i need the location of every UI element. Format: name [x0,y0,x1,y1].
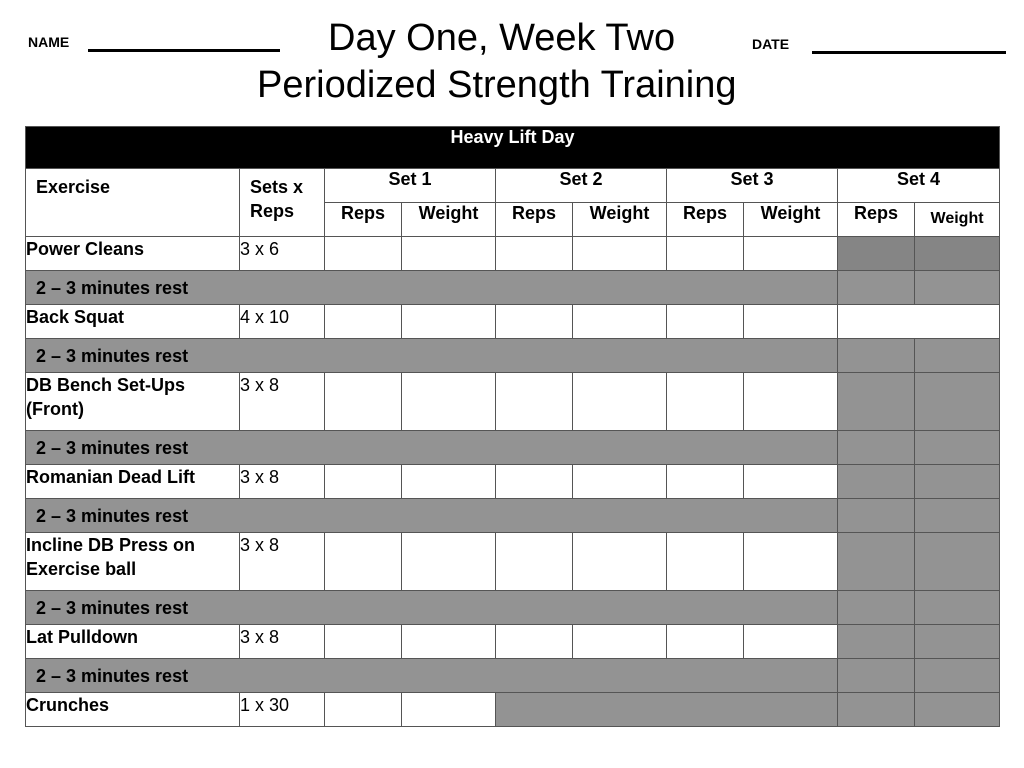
set-3-weight-cell[interactable] [744,373,838,431]
sets-reps-value: 3 x 8 [240,373,325,431]
col-header-set-1: Set 1 [325,169,496,203]
set-2-weight-cell[interactable] [573,533,667,591]
col-header-set-3: Set 3 [667,169,838,203]
banner-row [26,127,1000,169]
set-2-weight-cell[interactable] [573,305,667,339]
set-4-weight-cell-disabled [915,271,1000,305]
set-3-reps-cell[interactable] [667,465,744,499]
subheader-weight: Weight [402,203,496,237]
set-2-reps-cell[interactable] [496,305,573,339]
set-4-reps-cell-disabled [838,659,915,693]
table-row [26,625,1000,659]
set-1-weight-cell[interactable] [402,533,496,591]
set-3-weight-cell[interactable] [744,533,838,591]
set-4-reps-cell-disabled [838,431,915,465]
set-1-weight-cell[interactable] [402,625,496,659]
workout-table [25,126,1000,727]
header-row-sets [26,169,1000,203]
rest-label: 2 – 3 minutes rest [26,339,838,373]
rest-row [26,659,1000,693]
set-4-reps-cell-disabled [838,499,915,533]
rest-row [26,591,1000,625]
set-4-weight-cell-disabled [915,431,1000,465]
set-3-reps-cell[interactable] [667,373,744,431]
set-4-weight-cell-disabled [915,533,1000,591]
rest-label: 2 – 3 minutes rest [26,271,838,305]
col-header-sets-reps: Sets x Reps [240,169,325,237]
set-3-reps-cell[interactable] [667,533,744,591]
exercise-name: Power Cleans [26,237,240,271]
set-4-reps-cell-disabled [838,271,915,305]
set-4-weight-cell-disabled [915,693,1000,727]
rest-label: 2 – 3 minutes rest [26,659,838,693]
set-3-weight-cell[interactable] [744,465,838,499]
set-1-reps-cell[interactable] [325,237,402,271]
set-1-reps-cell[interactable] [325,693,402,727]
set-4-reps-cell-disabled [838,339,915,373]
col-header-exercise: Exercise [26,169,240,237]
set-2-reps-cell[interactable] [496,237,573,271]
set-4-reps-cell-disabled [838,237,915,271]
set-4-weight-cell-disabled [915,339,1000,373]
subheader-reps: Reps [496,203,573,237]
rest-label: 2 – 3 minutes rest [26,499,838,533]
rest-row [26,339,1000,373]
set-4-weight-cell-disabled [915,659,1000,693]
subheader-weight: Weight [915,203,1000,237]
set-2-reps-cell[interactable] [496,465,573,499]
set-4-reps-cell-disabled [838,465,915,499]
set-1-weight-cell[interactable] [402,465,496,499]
set-1-weight-cell[interactable] [402,693,496,727]
set-2-weight-cell[interactable] [573,625,667,659]
exercise-name: DB Bench Set-Ups (Front) [26,373,240,431]
subheader-reps: Reps [667,203,744,237]
set-1-reps-cell[interactable] [325,305,402,339]
set-1-weight-cell[interactable] [402,305,496,339]
exercise-name: Lat Pulldown [26,625,240,659]
exercise-name: Back Squat [26,305,240,339]
set-4-weight-cell-disabled [915,465,1000,499]
set-3-weight-cell[interactable] [744,305,838,339]
banner-title: Heavy Lift Day [26,127,1000,169]
table-row [26,237,1000,271]
set-4-weight-cell-disabled [915,591,1000,625]
rest-row [26,431,1000,465]
sets-reps-value: 3 x 8 [240,465,325,499]
exercise-name: Romanian Dead Lift [26,465,240,499]
set-2-weight-cell[interactable] [573,465,667,499]
subheader-weight: Weight [744,203,838,237]
date-field-line[interactable] [812,51,1006,54]
set-4-reps-cell-disabled [838,591,915,625]
set-4-weight-cell-disabled [915,499,1000,533]
sets-reps-value: 1 x 30 [240,693,325,727]
set-3-reps-cell[interactable] [667,237,744,271]
set-4-weight-cell-disabled [915,373,1000,431]
set-4-weight-cell-disabled [915,625,1000,659]
table-row [26,693,1000,727]
set-3-weight-cell[interactable] [744,237,838,271]
rest-row [26,499,1000,533]
set-4-weight-cell-disabled [915,237,1000,271]
name-label: NAME [28,34,70,50]
set-3-reps-cell[interactable] [667,305,744,339]
sets-reps-value: 3 x 8 [240,625,325,659]
set-3-reps-cell[interactable] [667,625,744,659]
set-1-reps-cell[interactable] [325,465,402,499]
subheader-reps: Reps [325,203,402,237]
table-row [26,373,1000,431]
rest-label: 2 – 3 minutes rest [26,591,838,625]
set-4-reps-cell-disabled [838,693,915,727]
page-subtitle: Periodized Strength Training [257,64,737,106]
subheader-reps: Reps [838,203,915,237]
set-3-weight-cell[interactable] [744,625,838,659]
set-1-reps-cell[interactable] [325,625,402,659]
set-1-reps-cell[interactable] [325,373,402,431]
subheader-weight: Weight [573,203,667,237]
rest-row [26,271,1000,305]
sets-reps-value: 4 x 10 [240,305,325,339]
set-4-cell[interactable] [838,305,1000,339]
set-1-reps-cell[interactable] [325,533,402,591]
set-2-reps-cell[interactable] [496,373,573,431]
set-2-weight-cell[interactable] [573,237,667,271]
col-header-set-2: Set 2 [496,169,667,203]
col-header-set-4: Set 4 [838,169,1000,203]
exercise-name: Incline DB Press on Exercise ball [26,533,240,591]
set-2-reps-cell[interactable] [496,533,573,591]
date-label: DATE [752,36,790,52]
set-2-weight-cell[interactable] [573,373,667,431]
set-4-reps-cell-disabled [838,373,915,431]
name-field-line[interactable] [88,49,280,52]
set-4-reps-cell-disabled [838,625,915,659]
sets-reps-value: 3 x 6 [240,237,325,271]
set-4-reps-cell-disabled [838,533,915,591]
exercise-name: Crunches [26,693,240,727]
sets-2-3-cells-disabled [496,693,838,727]
table-row [26,533,1000,591]
set-1-weight-cell[interactable] [402,373,496,431]
sets-reps-value: 3 x 8 [240,533,325,591]
page-title: Day One, Week Two [328,17,676,59]
table-row [26,305,1000,339]
table-row [26,465,1000,499]
set-1-weight-cell[interactable] [402,237,496,271]
rest-label: 2 – 3 minutes rest [26,431,838,465]
set-2-reps-cell[interactable] [496,625,573,659]
